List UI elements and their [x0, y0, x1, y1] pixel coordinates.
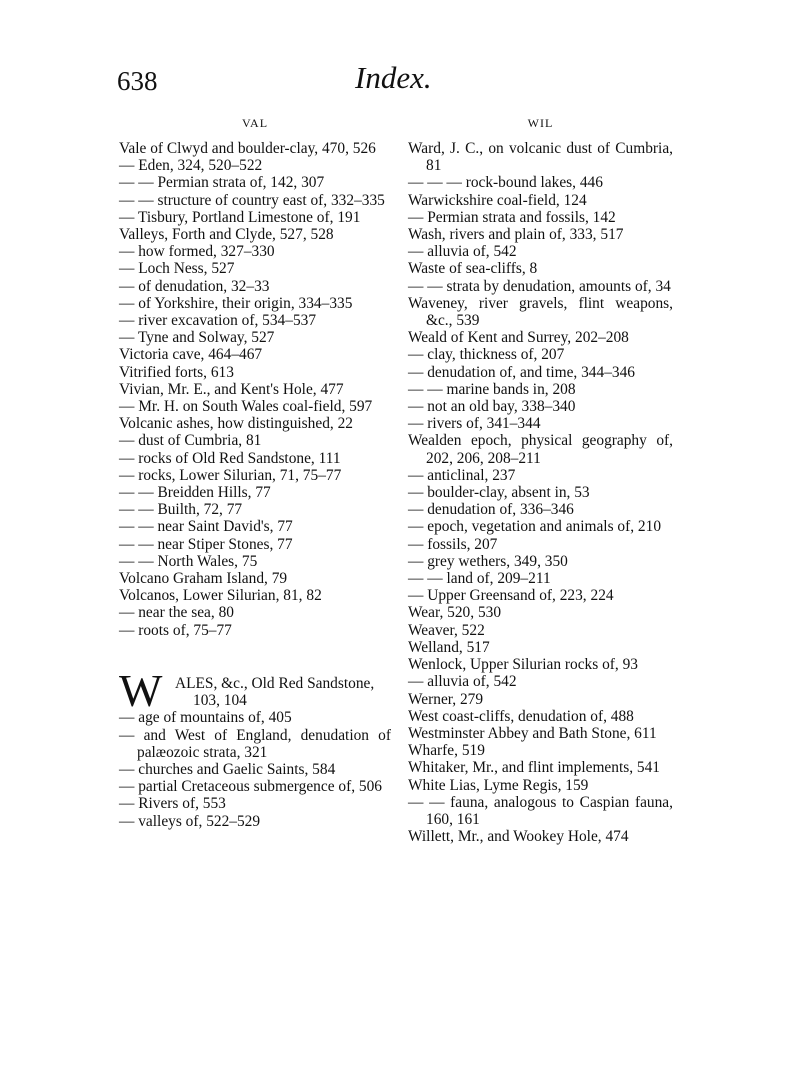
index-entry: — — Permian strata of, 142, 307: [119, 174, 325, 192]
left-column: [119, 116, 391, 830]
index-entry: — dust of Cumbria, 81: [119, 432, 262, 450]
index-entry: Welland, 517: [408, 638, 490, 656]
index-entry: — — near Saint David's, 77: [119, 518, 293, 536]
index-entry: — — Builth, 72, 77: [119, 501, 243, 519]
index-entry: White Lias, Lyme Regis, 159: [408, 776, 589, 794]
index-entry: West coast-cliffs, denudation of, 488: [408, 707, 634, 725]
index-entry: Victoria cave, 464–467: [119, 346, 263, 364]
index-entry: — of Yorkshire, their origin, 334–335: [119, 294, 353, 312]
index-entry: — fossils, 207: [408, 535, 498, 553]
index-entry: — epoch, vegetation and animals of, 210: [408, 518, 662, 536]
index-entry: — — near Stiper Stones, 77: [119, 535, 293, 553]
index-entry: Warwickshire coal-field, 124: [408, 191, 587, 209]
index-entry: Wealden epoch, physical geography of, 202, 206, 208–211: [408, 432, 673, 467]
right-column: [408, 116, 673, 845]
index-entry: Valleys, Forth and Clyde, 527, 528: [119, 226, 334, 244]
index-entry: Volcano Graham Island, 79: [119, 570, 288, 588]
index-entry: — alluvia of, 542: [408, 243, 517, 261]
index-entry: Wharfe, 519: [408, 742, 485, 760]
index-entry: Waste of sea-cliffs, 8: [408, 260, 538, 278]
index-entry: — rocks, Lower Silurian, 71, 75–77: [119, 466, 342, 484]
index-entry: Werner, 279: [408, 690, 484, 708]
index-entry: — — fauna, analogous to Caspian fauna, 160, 161: [408, 793, 673, 828]
index-entry: Waveney, river gravels, flint weapons, &c., 539: [408, 294, 673, 330]
index-entry: — Upper Greensand of, 223, 224: [408, 587, 614, 605]
index-entry: — age of mountains of, 405: [119, 709, 292, 727]
w-first-entry: [119, 664, 391, 716]
index-entry: — anticlinal, 237: [408, 466, 516, 484]
index-entry: — rivers of, 341–344: [408, 415, 541, 433]
index-entry: — — strata by denudation, amounts of, 34: [408, 277, 671, 295]
index-entry: Wash, rivers and plain of, 333, 517: [408, 226, 624, 244]
index-entry: Ward, J. C., on volcanic dust of Cumbria, 81: [408, 140, 673, 175]
index-entry: — how formed, 327–330: [119, 243, 275, 261]
index-entry: — of denudation, 32–33: [119, 277, 270, 295]
index-entry: — not an old bay, 338–340: [408, 398, 576, 416]
page-number: 638: [117, 66, 158, 96]
index-entry: — — marine bands in, 208: [408, 380, 576, 398]
index-entry: — near the sea, 80: [119, 604, 234, 622]
index-entry: Weaver, 522: [408, 621, 485, 639]
index-entry: Volcanos, Lower Silurian, 81, 82: [119, 587, 322, 605]
index-entry: Vivian, Mr. E., and Kent's Hole, 477: [119, 380, 344, 398]
index-entry: — Rivers of, 553: [119, 795, 226, 813]
index-entry: Willett, Mr., and Wookey Hole, 474: [408, 828, 629, 846]
index-entry: Volcanic ashes, how distinguished, 22: [119, 415, 353, 433]
index-entry: Wenlock, Upper Silurian rocks of, 93: [408, 656, 638, 674]
w-first-entry-line1: ALES, &c., Old Red Sandstone,: [175, 674, 375, 692]
index-entry: — river excavation of, 534–537: [119, 312, 317, 330]
index-entry: — — — rock-bound lakes, 446: [408, 174, 603, 192]
index-entry: — — land of, 209–211: [408, 570, 551, 588]
index-entry: — roots of, 75–77: [119, 621, 232, 639]
left-entries-list: [119, 140, 391, 639]
index-entry: — clay, thickness of, 207: [408, 346, 565, 364]
drop-cap-initial: W: [119, 664, 163, 716]
right-column-heading: WIL: [527, 116, 554, 130]
index-entry: — denudation of, 336–346: [408, 501, 574, 519]
index-entry: — Loch Ness, 527: [119, 260, 235, 278]
index-entry: — Eden, 324, 520–522: [119, 157, 263, 175]
index-entry: — denudation of, and time, 344–346: [408, 363, 635, 381]
index-entry: Whitaker, Mr., and flint implements, 541: [408, 759, 660, 777]
w-section: [119, 664, 391, 830]
index-entry: — partial Cretaceous submergence of, 506: [119, 778, 382, 796]
index-entry: — rocks of Old Red Sandstone, 111: [119, 449, 341, 467]
left-column-heading: VAL: [241, 116, 269, 130]
index-entry: — Tisbury, Portland Limestone of, 191: [119, 208, 361, 226]
index-entry: — — structure of country east of, 332–335: [119, 191, 385, 209]
index-entry: Weald of Kent and Surrey, 202–208: [408, 329, 629, 347]
index-entry: — — North Wales, 75: [119, 552, 258, 570]
index-entry: — Mr. H. on South Wales coal-field, 597: [119, 398, 373, 416]
index-entry: Vale of Clwyd and boulder-clay, 470, 526: [119, 140, 376, 157]
index-entry: — churches and Gaelic Saints, 584: [119, 760, 336, 778]
index-entry: — boulder-clay, absent in, 53: [408, 484, 590, 502]
index-entry: Wear, 520, 530: [408, 604, 502, 622]
w-first-entry-line2: 103, 104: [193, 692, 247, 710]
running-head: Index.: [355, 60, 432, 95]
index-entry: — and West of England, denudation of palæozoic strata, 321: [119, 726, 391, 761]
right-entries-list: [408, 140, 673, 845]
index-entry: — grey wethers, 349, 350: [408, 552, 568, 570]
index-entry: — Tyne and Solway, 527: [119, 329, 275, 347]
index-entry: Vitrified forts, 613: [119, 363, 234, 381]
index-entry: — valleys of, 522–529: [119, 812, 261, 830]
index-entry: Westminster Abbey and Bath Stone, 611: [408, 724, 657, 742]
index-entry: — Permian strata and fossils, 142: [408, 208, 616, 226]
index-entry: — alluvia of, 542: [408, 673, 517, 691]
index-entry: — — Breidden Hills, 77: [119, 484, 271, 502]
w-entries-list: [119, 709, 391, 829]
